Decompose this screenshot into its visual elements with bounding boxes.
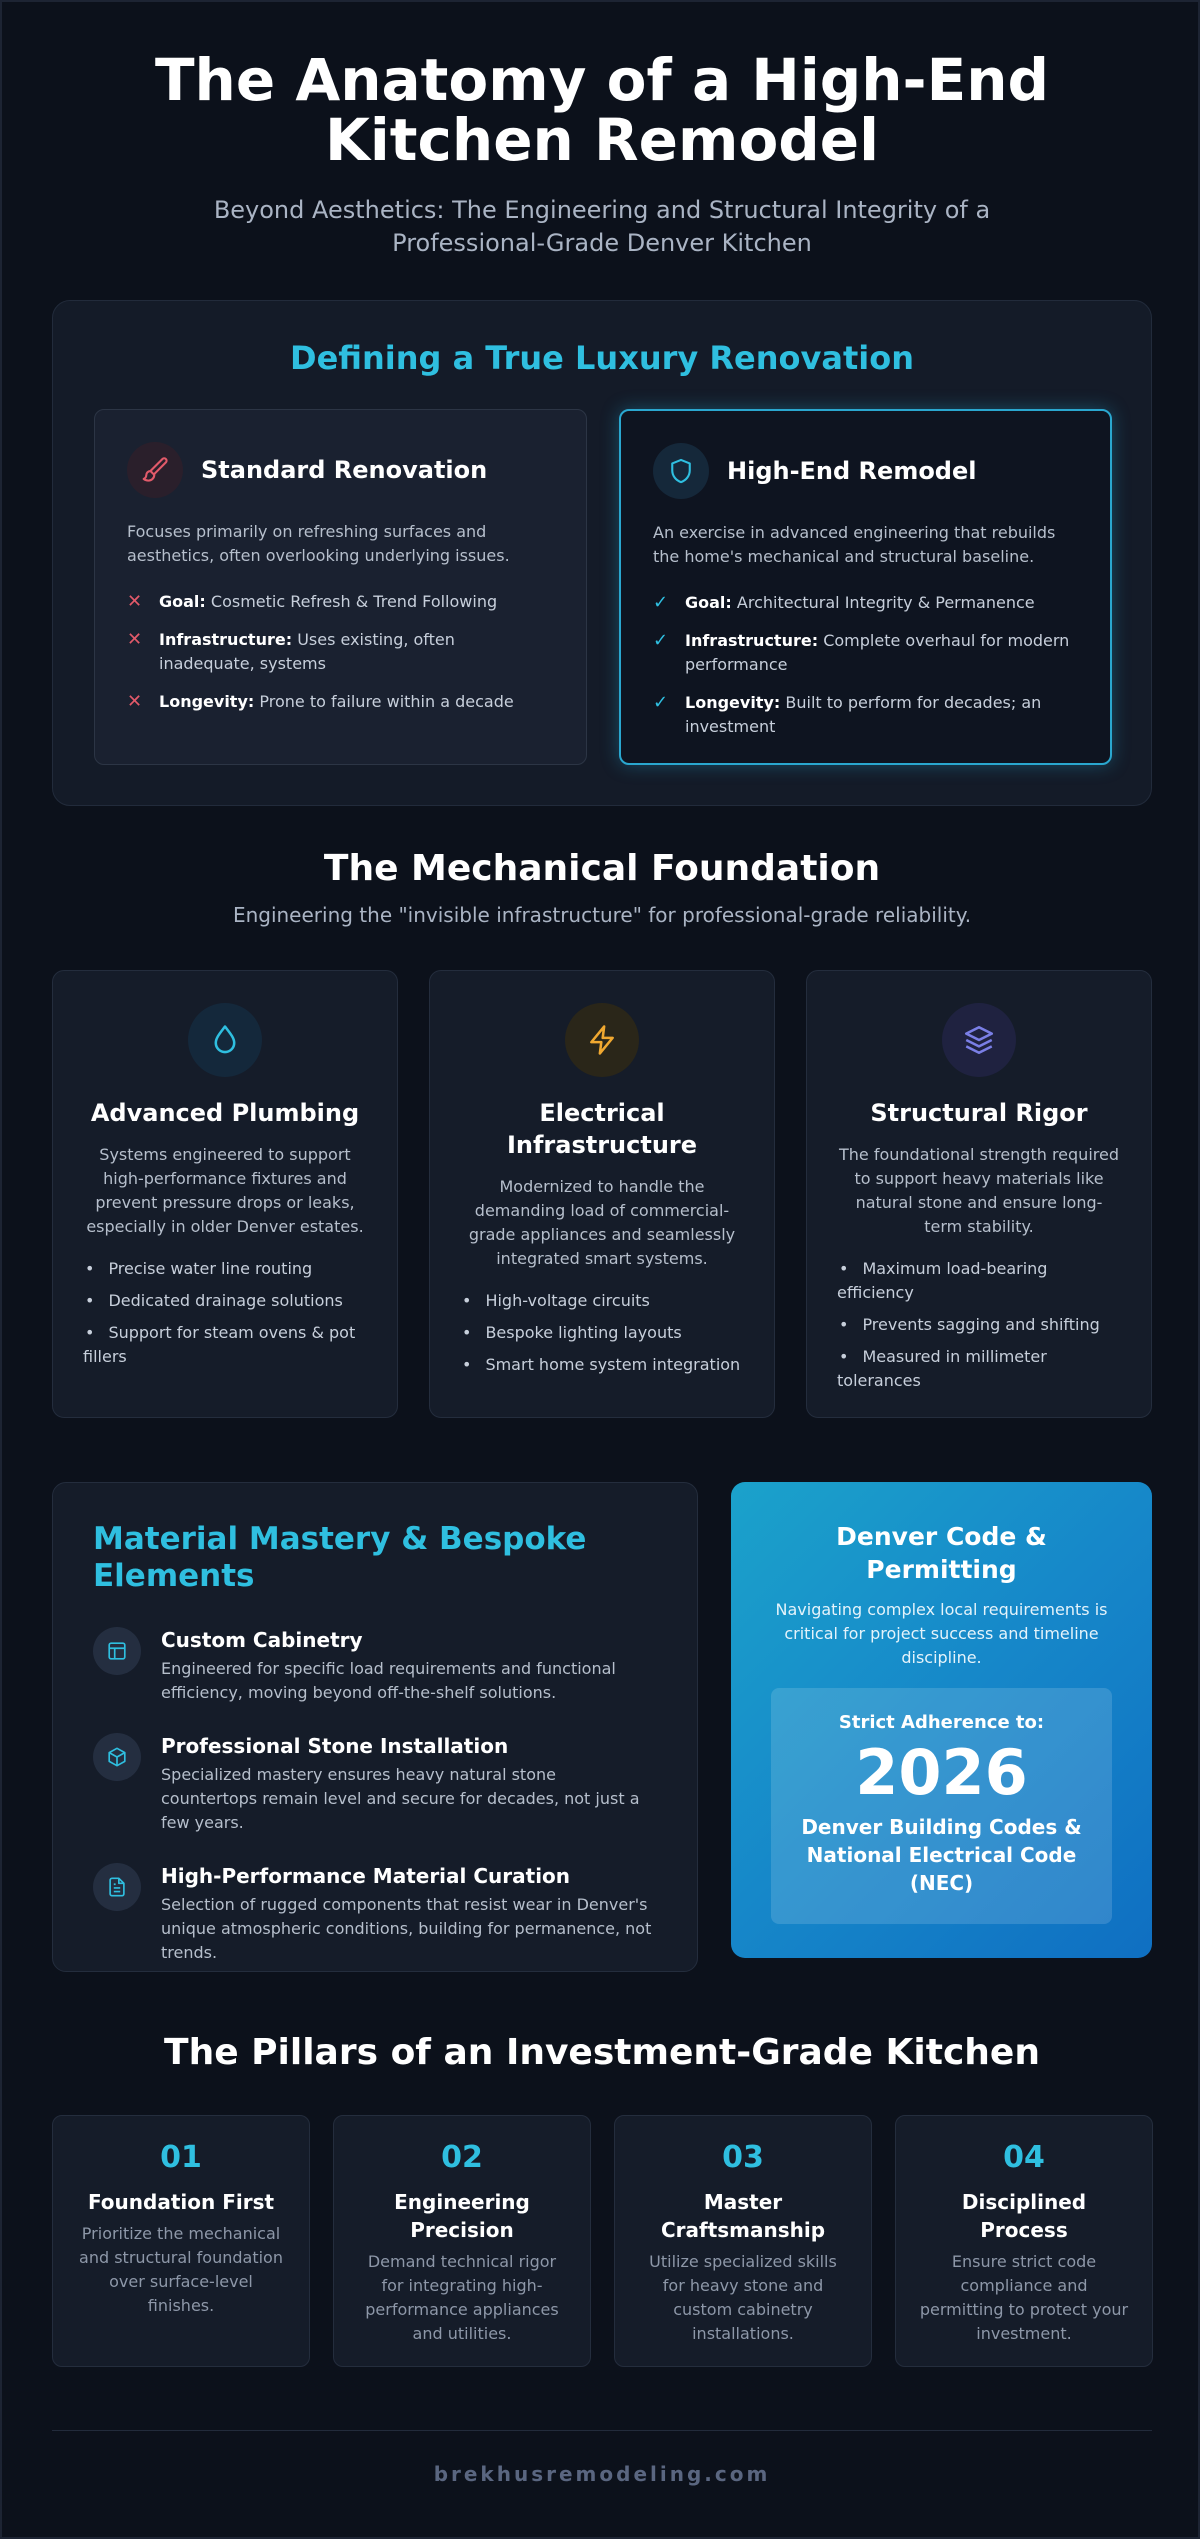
materials-title: Material Mastery & Bespoke Elements bbox=[93, 1521, 587, 1594]
cube-icon bbox=[93, 1733, 141, 1781]
footer-divider bbox=[52, 2430, 1152, 2431]
mechanical-section-title: The Mechanical Foundation bbox=[323, 848, 881, 889]
luxury-section-title: Defining a True Luxury Renovation bbox=[290, 339, 914, 377]
structural-title: Structural Rigor bbox=[870, 1099, 1088, 1127]
standard-renovation-list bbox=[127, 590, 554, 714]
pillar-number: 01 bbox=[160, 2140, 202, 2175]
list-item: ✓ Infrastructure: Complete overhaul for modern performance bbox=[653, 629, 1078, 677]
material-item-description: Engineered for specific load requirements and functional efficiency, moving beyond off-the-shelf solutions. bbox=[161, 1659, 616, 1702]
material-item-description: Selection of rugged components that resist wear in Denver's unique atmospheric conditions, building for permanence, not trends. bbox=[161, 1895, 652, 1962]
paintbrush-icon bbox=[127, 442, 183, 498]
luxury-comparison-section bbox=[52, 300, 1152, 806]
code-description: Navigating complex local requirements is critical for project success and timeline discipline. bbox=[775, 1600, 1108, 1667]
page-subtitle: Beyond Aesthetics: The Engineering and Structural Integrity of a Professional-Grade Denver Kitchen bbox=[213, 196, 991, 257]
plumbing-description: Systems engineered to support high-performance fixtures and prevent pressure drops or leaks, especially in older Denver estates. bbox=[86, 1145, 364, 1236]
list-item: ✕ Infrastructure: Uses existing, often inadequate, systems bbox=[127, 628, 554, 676]
pillar-description: Utilize specialized skills for heavy stone and custom cabinetry installations. bbox=[649, 2252, 837, 2343]
layers-icon bbox=[942, 1003, 1016, 1077]
list-item: ✕ Longevity: Prone to failure within a decade bbox=[127, 691, 514, 712]
pillar-description: Prioritize the mechanical and structural foundation over surface-level finishes. bbox=[79, 2224, 283, 2315]
code-adherence-box bbox=[771, 1688, 1112, 1924]
pillars-section-title: The Pillars of an Investment-Grade Kitchen bbox=[164, 2032, 1040, 2073]
water-drop-icon bbox=[188, 1003, 262, 1077]
material-item-name: High-Performance Material Curation bbox=[161, 1864, 571, 1888]
list-item: • Measured in millimeter tolerances bbox=[837, 1345, 1121, 1393]
list-item: • Precise water line routing bbox=[83, 1257, 367, 1281]
lightning-icon bbox=[565, 1003, 639, 1077]
code-permitting-card bbox=[731, 1482, 1152, 1958]
material-item-name: Professional Stone Installation bbox=[161, 1734, 509, 1758]
structural-card bbox=[806, 970, 1152, 1418]
electrical-description: Modernized to handle the demanding load of commercial-grade appliances and seamlessly integrated smart systems. bbox=[468, 1177, 736, 1268]
list-item: ✕ Goal: Cosmetic Refresh & Trend Following bbox=[127, 591, 498, 612]
pillar-card bbox=[333, 2115, 591, 2367]
x-icon: ✕ bbox=[127, 629, 143, 650]
pillar-card bbox=[895, 2115, 1153, 2367]
high-end-remodel-list bbox=[653, 591, 1078, 739]
material-item-description: Specialized mastery ensures heavy natural stone countertops remain level and secure for decades, not just a few years. bbox=[161, 1765, 640, 1832]
check-icon: ✓ bbox=[653, 692, 669, 713]
list-item: • Maximum load-bearing efficiency bbox=[837, 1257, 1121, 1305]
plumbing-list bbox=[83, 1257, 367, 1369]
list-item: • High-voltage circuits bbox=[460, 1289, 744, 1313]
code-standards: Denver Building Codes & National Electrical Code (NEC) bbox=[801, 1815, 1082, 1895]
x-icon: ✕ bbox=[127, 691, 143, 712]
material-item-stone bbox=[93, 1733, 657, 1835]
pillar-description: Ensure strict code compliance and permitting to protect your investment. bbox=[919, 2252, 1129, 2343]
mechanical-section-subtitle: Engineering the "invisible infrastructure" for professional-grade reliability. bbox=[232, 903, 972, 927]
list-item: • Prevents sagging and shifting bbox=[837, 1313, 1121, 1337]
pillar-title: Engineering Precision bbox=[394, 2190, 530, 2242]
list-item: ✓ Goal: Architectural Integrity & Permanence bbox=[653, 592, 1035, 613]
check-icon: ✓ bbox=[653, 592, 669, 613]
plumbing-title: Advanced Plumbing bbox=[90, 1099, 360, 1127]
code-year: 2026 bbox=[855, 1736, 1028, 1809]
material-item-curation bbox=[93, 1863, 657, 1965]
cabinet-icon bbox=[93, 1627, 141, 1675]
document-icon bbox=[93, 1863, 141, 1911]
pillar-number: 03 bbox=[722, 2140, 764, 2175]
x-icon: ✕ bbox=[127, 591, 143, 612]
pillar-number: 04 bbox=[1003, 2140, 1045, 2175]
high-end-remodel-title: High-End Remodel bbox=[727, 457, 977, 485]
structural-description: The foundational strength required to support heavy materials like natural stone and ensure long-term stability. bbox=[838, 1145, 1119, 1236]
pillar-card bbox=[52, 2115, 310, 2367]
page-header bbox=[2, 46, 1200, 260]
code-adherence-label: Strict Adherence to: bbox=[838, 1712, 1045, 1733]
pillar-description: Demand technical rigor for integrating high-performance appliances and utilities. bbox=[365, 2252, 559, 2343]
list-item: • Smart home system integration bbox=[460, 1353, 744, 1377]
structural-list bbox=[837, 1257, 1121, 1393]
list-item: ✓ Longevity: Built to perform for decades; an investment bbox=[653, 691, 1078, 739]
shield-icon bbox=[653, 443, 709, 499]
pillar-title: Foundation First bbox=[87, 2190, 275, 2214]
electrical-card bbox=[429, 970, 775, 1418]
list-item: • Dedicated drainage solutions bbox=[83, 1289, 367, 1313]
footer-site-link[interactable]: brekhusremodeling.com bbox=[433, 2462, 771, 2486]
pillar-title: Master Craftsmanship bbox=[660, 2190, 826, 2242]
page-title: The Anatomy of a High-End Kitchen Remodel bbox=[154, 46, 1050, 174]
standard-renovation-title: Standard Renovation bbox=[201, 456, 488, 484]
pillar-card bbox=[614, 2115, 872, 2367]
list-item: • Bespoke lighting layouts bbox=[460, 1321, 744, 1345]
electrical-list bbox=[460, 1289, 744, 1377]
high-end-remodel-card bbox=[619, 409, 1112, 765]
standard-renovation-card bbox=[94, 409, 587, 765]
pillar-title: Disciplined Process bbox=[961, 2190, 1087, 2242]
material-item-name: Custom Cabinetry bbox=[161, 1628, 363, 1652]
check-icon: ✓ bbox=[653, 630, 669, 651]
pillar-number: 02 bbox=[441, 2140, 483, 2175]
high-end-remodel-description: An exercise in advanced engineering that rebuilds the home's mechanical and structural baseline. bbox=[653, 523, 1056, 566]
material-item-cabinetry bbox=[93, 1627, 657, 1705]
materials-card bbox=[52, 1482, 698, 1972]
code-title: Denver Code & Permitting bbox=[836, 1522, 1047, 1584]
standard-renovation-description: Focuses primarily on refreshing surfaces and aesthetics, often overlooking underlying issues. bbox=[127, 522, 510, 565]
plumbing-card bbox=[52, 970, 398, 1418]
list-item: • Support for steam ovens & pot fillers bbox=[83, 1321, 367, 1369]
electrical-title: Electrical Infrastructure bbox=[506, 1099, 698, 1159]
